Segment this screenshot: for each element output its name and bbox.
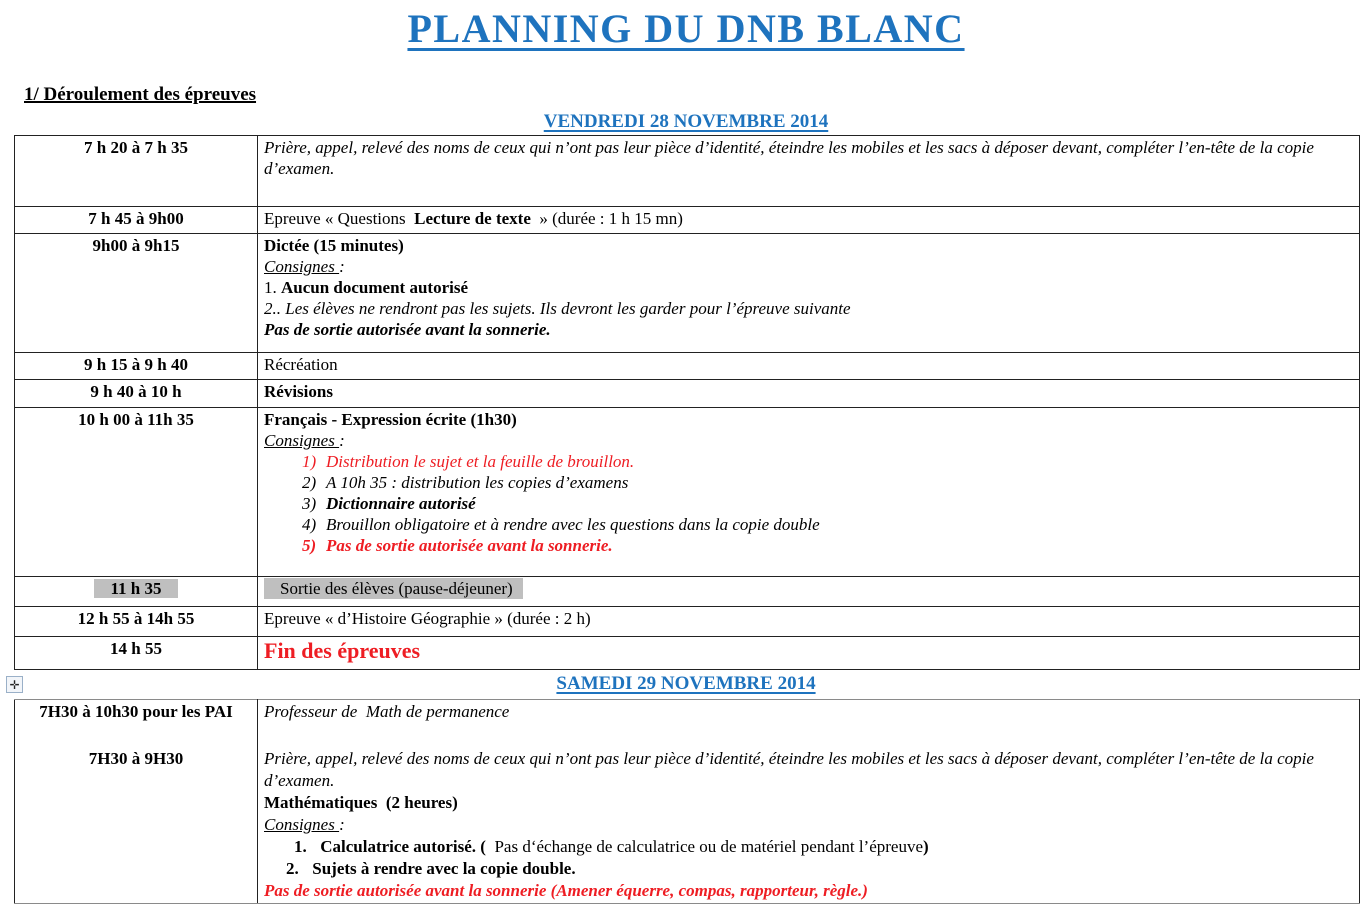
table-row: [15, 607, 1360, 637]
activity-text: Prière, appel, relevé des noms de ceux qui n’ont pas leur pièce d’identité, éteindre les mobiles et les sacs à déposer devant, compléter l’en-tête de la copie d’examen.: [264, 138, 1319, 178]
friday-date-heading: [0, 111, 1372, 132]
move-handle-glyph: ✛: [9, 677, 20, 692]
saturday-heading-line: [0, 673, 1372, 697]
table-row: [15, 577, 1360, 607]
time-cell: [15, 353, 258, 380]
instruction-line: 2. Sujets à rendre avec la copie double.: [286, 859, 576, 878]
table-row: [15, 408, 1360, 577]
activity-cell: [258, 607, 1360, 637]
activity-text: Epreuve « d’Histoire Géographie » (durée : 2 h): [264, 609, 591, 628]
instruction-line: 1. Calculatrice autorisé. ( Pas d‘échange de calculatrice ou de matériel pendant l’épreuve): [294, 837, 929, 856]
activity-text-bold: Lecture de texte: [414, 209, 531, 228]
list-item: 4) Brouillon obligatoire et à rendre avec les questions dans la copie double: [302, 515, 820, 534]
time-text: 9 h 15 à 9 h 40: [84, 355, 188, 374]
time-text: 7H30 à 9H30: [88, 749, 184, 768]
saturday-date-heading: [0, 673, 1372, 694]
document-page: [0, 8, 1372, 908]
time-cell: [15, 577, 258, 607]
priere-line: Prière, appel, relevé des noms de ceux qui n’ont pas leur pièce d’identité, éteindre les mobiles et les sacs à déposer devant, compléter l’en-tête de la copie d’examen.: [264, 749, 1319, 790]
blank-line: [264, 723, 1353, 748]
friday-date-text: VENDREDI 28 NOVEMBRE 2014: [543, 111, 829, 132]
activity-cell: [258, 353, 1360, 380]
time-text: 9 h 40 à 10 h: [90, 382, 182, 401]
time-cell: [15, 207, 258, 234]
section-heading: [24, 84, 1372, 106]
activity-text: » (durée : 1 h 15 mn): [530, 209, 683, 228]
time-cell: [15, 380, 258, 408]
list-item: 1) Distribution le sujet et la feuille de brouillon.: [302, 452, 635, 471]
time-text: 14 h 55: [110, 639, 162, 658]
activity-title: Français - Expression écrite (1h30): [264, 410, 517, 429]
activity-cell: [258, 136, 1360, 207]
saturday-date-text: SAMEDI 29 NOVEMBRE 2014: [556, 673, 816, 694]
time-cell: [15, 234, 258, 353]
consignes-line: Consignes :: [264, 257, 345, 276]
consignes-line: Consignes :: [264, 431, 345, 450]
time-cell: [15, 637, 258, 670]
time-text-highlighted: 11 h 35: [94, 579, 177, 598]
table-row: [15, 637, 1360, 670]
activity-cell: [258, 637, 1360, 670]
list-item: 2) A 10h 35 : distribution les copies d’examens: [302, 473, 629, 492]
warning-line: Pas de sortie autorisée avant la sonnerie.: [264, 320, 551, 339]
activity-text: Récréation: [264, 355, 338, 374]
activity-cell: [258, 408, 1360, 577]
table-row: [15, 380, 1360, 408]
saturday-schedule-table: [14, 699, 1360, 904]
table-row: [15, 700, 1360, 904]
table-row: [15, 136, 1360, 207]
instruction-line: 1. Aucun document autorisé: [264, 278, 469, 297]
time-text: 7 h 45 à 9h00: [88, 209, 184, 228]
warning-line: Pas de sortie autorisée avant la sonnerie (Amener équerre, compas, rapporteur, règle.): [264, 881, 868, 900]
activity-text: Révisions: [264, 382, 333, 401]
professor-line: Professeur de Math de permanence: [264, 702, 510, 721]
list-item: 3) Dictionnaire autorisé: [302, 494, 476, 513]
table-row: [15, 207, 1360, 234]
document-title: [0, 8, 1372, 50]
time-cell: [15, 136, 258, 207]
numbered-list: [302, 451, 1353, 556]
time-text: 12 h 55 à 14h 55: [77, 609, 195, 628]
activity-text: Epreuve « Questions: [264, 209, 415, 228]
table-move-handle-icon[interactable]: [6, 676, 23, 693]
activity-cell: [258, 700, 1360, 904]
time-cell: [15, 408, 258, 577]
subject-title: Mathématiques (2 heures): [264, 793, 458, 812]
time-text: 9h00 à 9h15: [92, 236, 180, 255]
list-item: 5) Pas de sortie autorisée avant la sonnerie.: [302, 536, 613, 555]
table-row: [15, 353, 1360, 380]
friday-schedule-table: [14, 135, 1360, 670]
activity-cell: [258, 207, 1360, 234]
activity-cell: [258, 234, 1360, 353]
section-heading-text: 1/ Déroulement des épreuves: [24, 84, 257, 105]
document-title-text: PLANNING DU DNB BLANC: [407, 6, 965, 51]
activity-text-highlighted: Sortie des élèves (pause-déjeuner): [264, 578, 523, 599]
activity-cell: [258, 380, 1360, 408]
instruction-line: 2.. Les élèves ne rendront pas les sujets. Ils devront les garder pour l’épreuve suivante: [264, 299, 851, 318]
time-text: 10 h 00 à 11h 35: [78, 410, 194, 429]
table-row: [15, 234, 1360, 353]
time-text-pai: 7H30 à 10h30 pour les PAI: [39, 702, 233, 721]
time-cell: [15, 607, 258, 637]
time-cell: [15, 700, 258, 904]
consignes-line: Consignes :: [264, 815, 345, 834]
time-text: 7 h 20 à 7 h 35: [84, 138, 188, 157]
activity-title: Dictée (15 minutes): [264, 236, 404, 255]
end-of-exams-text: Fin des épreuves: [264, 638, 421, 663]
activity-cell: [258, 577, 1360, 607]
